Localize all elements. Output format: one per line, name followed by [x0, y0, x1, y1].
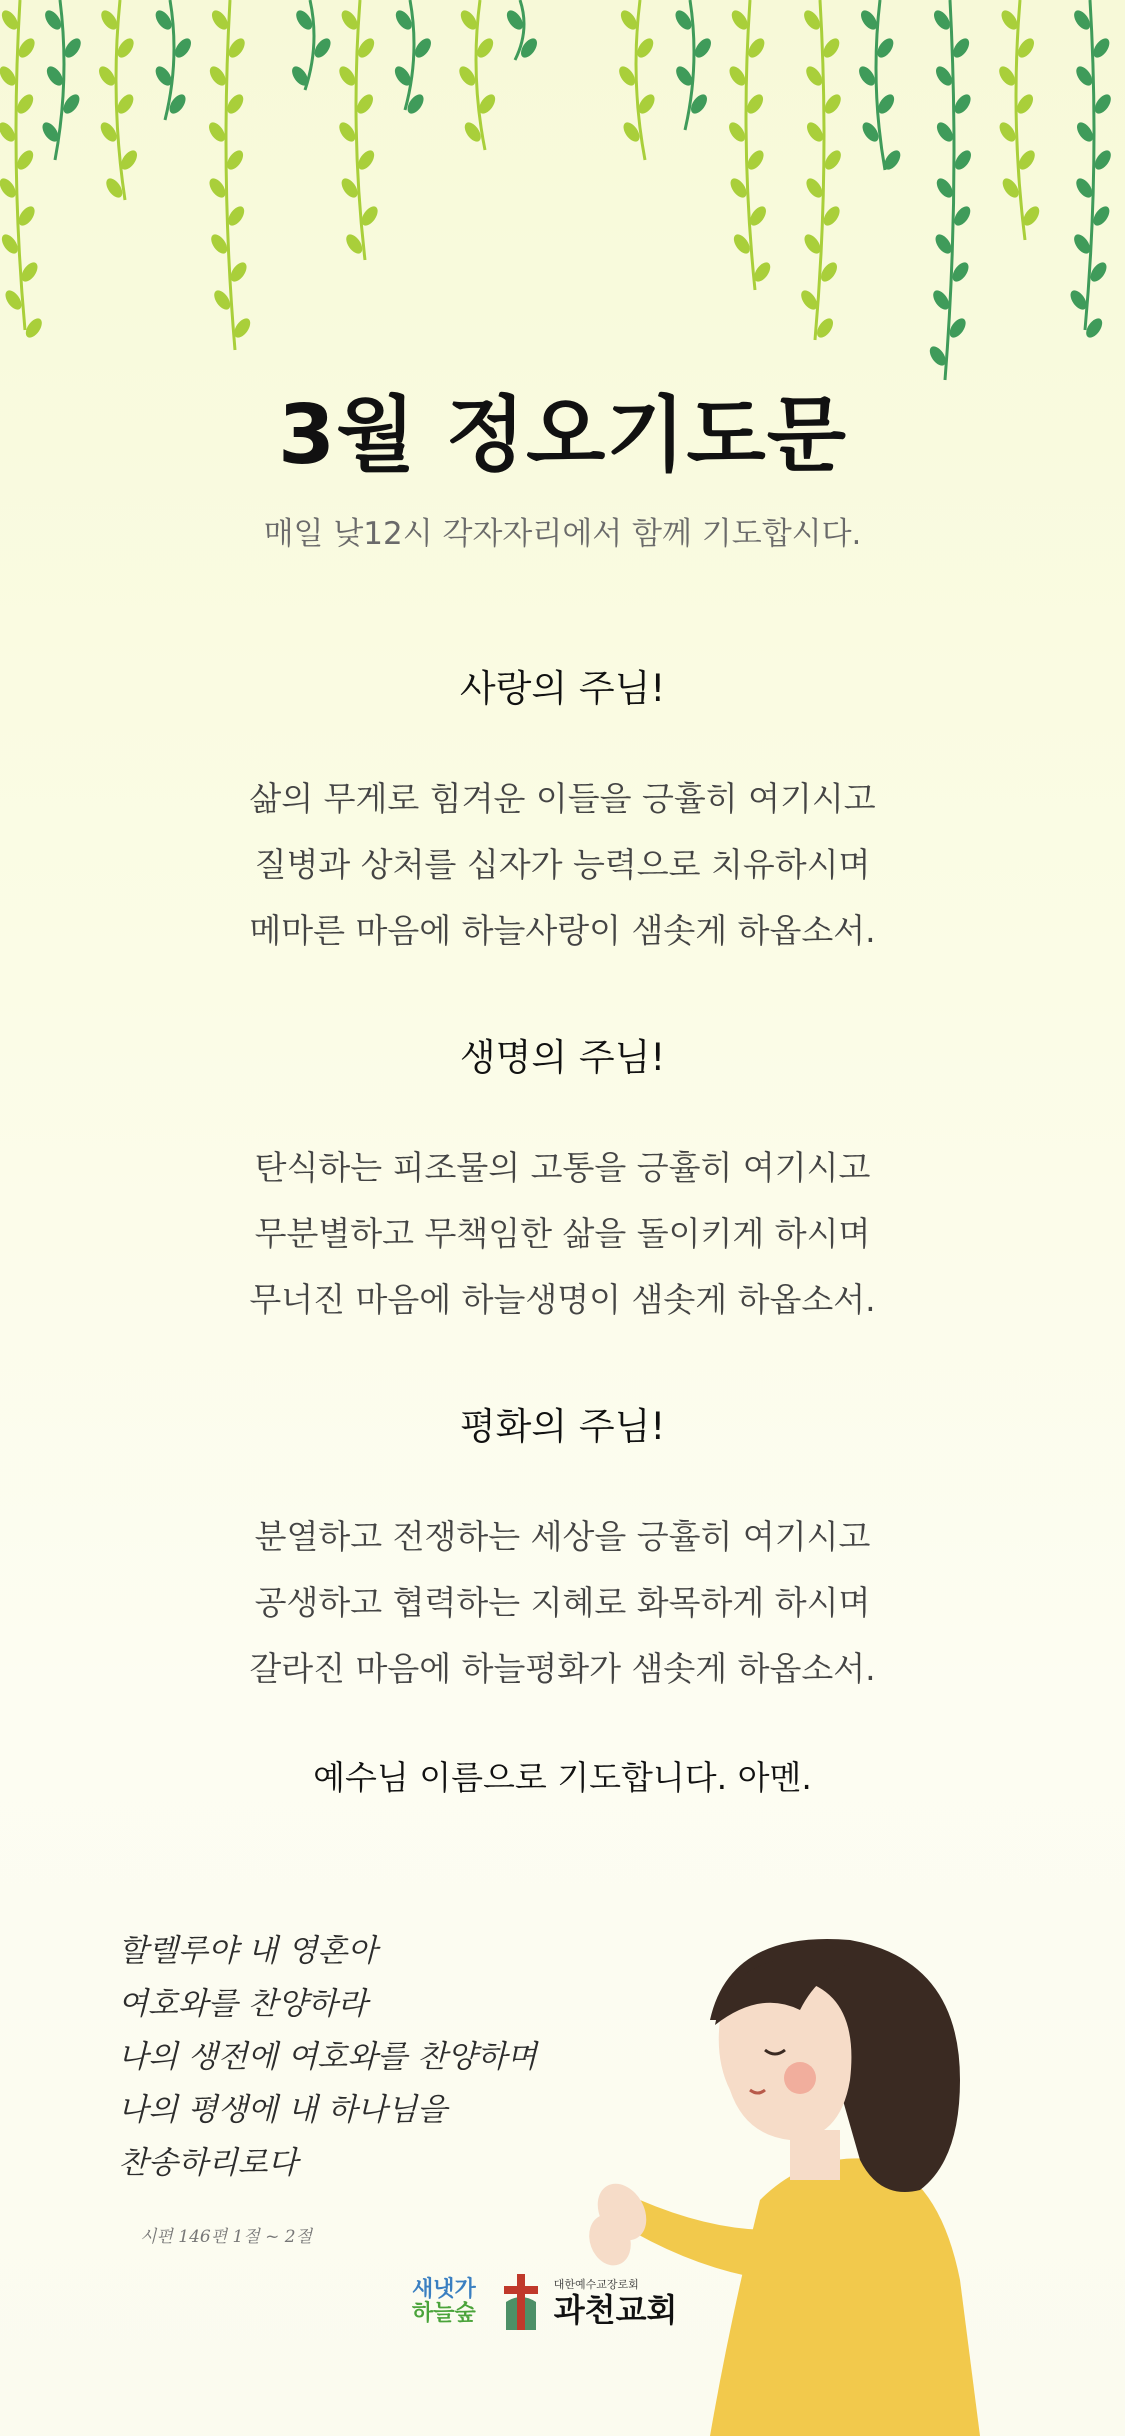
prayer-line: 메마른 마음에 하늘사랑이 샘솟게 하옵소서. — [249, 911, 876, 950]
prayer-section-peace — [0, 1402, 1125, 1702]
cross-church-icon — [498, 2272, 544, 2332]
forest-logo-line1: 새냇가 — [412, 2277, 476, 2302]
vine-strand — [726, 0, 774, 290]
forest-logo-line2: 하늘숲 — [412, 2301, 476, 2326]
vine-strand — [996, 0, 1043, 240]
vine-strand — [856, 0, 904, 172]
church-name: 과천교회 — [553, 2291, 678, 2329]
vine-strand — [206, 0, 254, 350]
prayer-section-life — [0, 1033, 1125, 1333]
psalm-line: 찬송하리로다 — [118, 2145, 298, 2181]
vine-strand — [504, 0, 541, 60]
church-denomination: 대한예수교장로회 — [553, 2278, 639, 2291]
vine-strand — [96, 0, 140, 200]
prayer-line: 질병과 상처를 십자가 능력으로 치유하시며 — [254, 845, 871, 884]
vine-strand — [289, 0, 334, 90]
forest-logo — [412, 2278, 476, 2326]
vine-strand — [927, 0, 975, 380]
vine-strand — [456, 0, 498, 150]
psalm-reference: 시편 146편 1절 ~ 2절 — [140, 2227, 313, 2247]
vine-strand — [336, 0, 381, 260]
prayer-line: 탄식하는 피조물의 고통을 긍휼히 여기시고 — [254, 1148, 871, 1187]
psalm-line: 할렐루야 내 영혼아 — [118, 1933, 378, 1969]
prayer-line: 삶의 무게로 힘겨운 이들을 긍휼히 여기시고 — [249, 779, 876, 818]
prayer-line: 갈라진 마음에 하늘평화가 샘솟게 하옵소서. — [249, 1649, 876, 1688]
closing-amen: 예수님 이름으로 기도합니다. 아멘. — [313, 1758, 812, 1797]
vine-strand — [1067, 0, 1114, 340]
section-heading: 사랑의 주님! — [459, 667, 666, 710]
vine-strand — [152, 0, 194, 120]
prayer-line: 무너진 마음에 하늘생명이 샘솟게 하옵소서. — [249, 1280, 876, 1319]
church-logo — [412, 2272, 677, 2332]
page-title: 3월 정오기도문 — [278, 388, 847, 483]
psalm-line: 나의 생전에 여호와를 찬양하며 — [118, 2039, 537, 2075]
page-subtitle: 매일 낮12시 각자자리에서 함께 기도합시다. — [263, 516, 862, 552]
section-heading: 평화의 주님! — [459, 1405, 666, 1448]
psalm-line: 여호와를 찬양하라 — [118, 1986, 368, 2022]
vine-strand — [39, 0, 84, 160]
prayer-line: 무분별하고 무책임한 삶을 돌이키게 하시며 — [254, 1214, 871, 1253]
prayer-line: 공생하고 협력하는 지혜로 화목하게 하시며 — [254, 1583, 871, 1622]
prayer-line: 분열하고 전쟁하는 세상을 긍휼히 여기시고 — [254, 1517, 871, 1556]
vine-strand — [0, 0, 45, 340]
section-heading: 생명의 주님! — [459, 1036, 666, 1079]
church-name-block — [554, 2276, 678, 2328]
vine-strand — [392, 0, 435, 116]
vine-strand — [798, 0, 844, 340]
vine-strand — [616, 0, 658, 160]
praying-girl-illustration — [560, 1900, 980, 2436]
hanging-vines-decoration — [0, 0, 1125, 430]
prayer-section-love — [0, 664, 1125, 964]
psalm-line: 나의 평생에 내 하나님을 — [118, 2092, 448, 2128]
psalm-verse — [118, 1925, 537, 2190]
vine-strand — [672, 0, 714, 130]
